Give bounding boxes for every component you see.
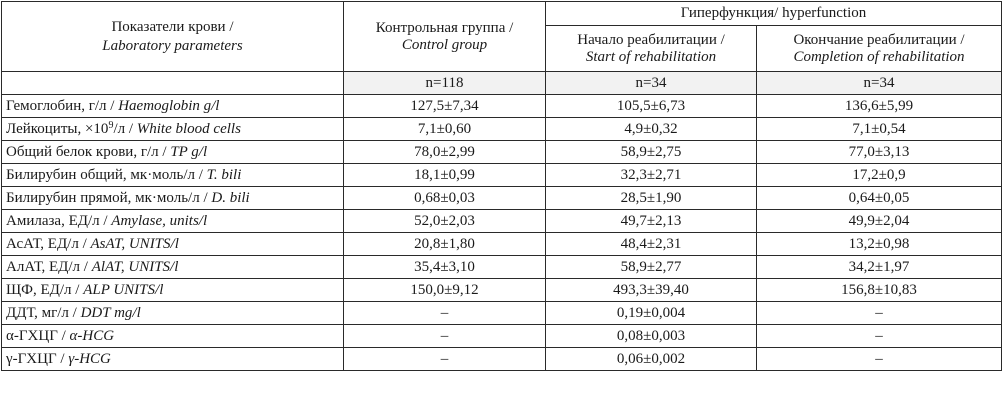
parameter-ru: Билирубин прямой, мк·моль/л / (6, 189, 212, 206)
parameter-en: TP g/l (170, 143, 208, 160)
parameter-ru: АсАТ, ЕД/л / (6, 235, 91, 252)
parameter-cell (2, 141, 344, 164)
parameter-en: DDT mg/l (80, 304, 141, 321)
lab-parameters-table (1, 1, 1002, 371)
parameter-en: Haemoglobin g/l (118, 97, 220, 114)
table-row (2, 325, 1002, 348)
start-value: 28,5±1,90 (546, 187, 757, 210)
parameter-cell (2, 302, 344, 325)
parameters-header (2, 2, 344, 72)
end-value: – (757, 348, 1002, 371)
end-value: 136,6±5,99 (757, 95, 1002, 118)
start-value: 32,3±2,71 (546, 164, 757, 187)
end-value: 13,2±0,98 (757, 233, 1002, 256)
end-value: 7,1±0,54 (757, 118, 1002, 141)
parameter-ru: ЩФ, ЕД/л / (6, 281, 84, 298)
control-value: 35,4±3,10 (344, 256, 546, 279)
n-start-cell: n=34 (546, 72, 757, 95)
end-value: 0,64±0,05 (757, 187, 1002, 210)
parameter-en: T. bili (206, 166, 242, 183)
parameter-ru: Общий белок крови, г/л / (6, 143, 171, 160)
parameter-cell (2, 118, 344, 141)
control-value: – (344, 348, 546, 371)
control-value: 0,68±0,03 (344, 187, 546, 210)
parameter-cell (2, 348, 344, 371)
n-control-cell: n=118 (344, 72, 546, 95)
control-group-header (344, 2, 546, 72)
parameter-en: AlAT, UNITS/l (91, 258, 179, 275)
table-row (2, 141, 1002, 164)
table-row (2, 164, 1002, 187)
parameter-cell (2, 164, 344, 187)
parameter-ru: Билирубин общий, мк·моль/л / (6, 166, 207, 183)
parameter-exponent: 9 (108, 119, 114, 131)
parameter-en: White blood cells (136, 120, 241, 137)
table-row (2, 118, 1002, 141)
table-row (2, 187, 1002, 210)
control-value: – (344, 325, 546, 348)
start-value: 48,4±2,31 (546, 233, 757, 256)
parameter-ru-suffix: /л / (113, 120, 137, 137)
parameter-en: ALP UNITS/l (83, 281, 164, 298)
start-value: 4,9±0,32 (546, 118, 757, 141)
table-row (2, 95, 1002, 118)
start-value: 0,08±0,003 (546, 325, 757, 348)
table-row (2, 256, 1002, 279)
control-value: 18,1±0,99 (344, 164, 546, 187)
parameter-ru: Амилаза, ЕД/л / (6, 212, 112, 229)
parameter-cell (2, 279, 344, 302)
start-value: 0,06±0,002 (546, 348, 757, 371)
control-value: 78,0±2,99 (344, 141, 546, 164)
table-row (2, 302, 1002, 325)
end-value: 77,0±3,13 (757, 141, 1002, 164)
parameters-header-en: Laboratory parameters (102, 37, 243, 54)
end-value: 49,9±2,04 (757, 210, 1002, 233)
completion-rehab-header-ru: Окончание реабилитации / (793, 31, 965, 48)
parameter-en: γ-HCG (68, 350, 111, 367)
control-value: – (344, 302, 546, 325)
table-row (2, 210, 1002, 233)
completion-rehab-header-en: Completion of rehabilitation (793, 48, 965, 65)
start-rehab-header (546, 26, 757, 72)
parameter-cell (2, 210, 344, 233)
start-value: 49,7±2,13 (546, 210, 757, 233)
end-value: 156,8±10,83 (757, 279, 1002, 302)
parameter-ru: γ-ГХЦГ / (6, 350, 69, 367)
start-value: 0,19±0,004 (546, 302, 757, 325)
start-value: 105,5±6,73 (546, 95, 757, 118)
parameter-ru: α-ГХЦГ / (6, 327, 70, 344)
parameters-header-ru: Показатели крови / (111, 18, 234, 35)
hyperfunction-header: Гиперфункция/ hyperfunction (546, 2, 1002, 26)
start-value: 493,3±39,40 (546, 279, 757, 302)
control-value: 7,1±0,60 (344, 118, 546, 141)
parameter-cell (2, 95, 344, 118)
control-value: 127,5±7,34 (344, 95, 546, 118)
start-rehab-header-ru: Начало реабилитации / (577, 31, 725, 48)
parameter-cell (2, 256, 344, 279)
start-value: 58,9±2,75 (546, 141, 757, 164)
start-rehab-header-en: Start of rehabilitation (585, 48, 717, 65)
control-group-header-en: Control group (401, 36, 488, 53)
control-value: 150,0±9,12 (344, 279, 546, 302)
parameter-en: D. bili (211, 189, 250, 206)
n-row-blank-cell (2, 72, 344, 95)
parameter-ru: Гемоглобин, г/л / (6, 97, 119, 114)
control-value: 52,0±2,03 (344, 210, 546, 233)
n-end-cell: n=34 (757, 72, 1002, 95)
table-row (2, 233, 1002, 256)
end-value: 34,2±1,97 (757, 256, 1002, 279)
parameter-en: AsAT, UNITS/l (90, 235, 179, 252)
parameter-cell (2, 187, 344, 210)
parameter-cell (2, 233, 344, 256)
end-value: – (757, 325, 1002, 348)
parameter-ru: АлАТ, ЕД/л / (6, 258, 92, 275)
table-row (2, 348, 1002, 371)
control-value: 20,8±1,80 (344, 233, 546, 256)
control-group-header-ru: Контрольная группа / (375, 19, 514, 36)
end-value: 17,2±0,9 (757, 164, 1002, 187)
parameter-en: α-HCG (69, 327, 115, 344)
start-value: 58,9±2,77 (546, 256, 757, 279)
end-value: – (757, 302, 1002, 325)
parameter-ru: Лейкоциты, ×10 (6, 120, 109, 137)
parameter-ru: ДДТ, мг/л / (6, 304, 81, 321)
parameter-en: Amylase, units/l (111, 212, 208, 229)
table-row (2, 279, 1002, 302)
parameter-cell (2, 325, 344, 348)
completion-rehab-header (757, 26, 1002, 72)
